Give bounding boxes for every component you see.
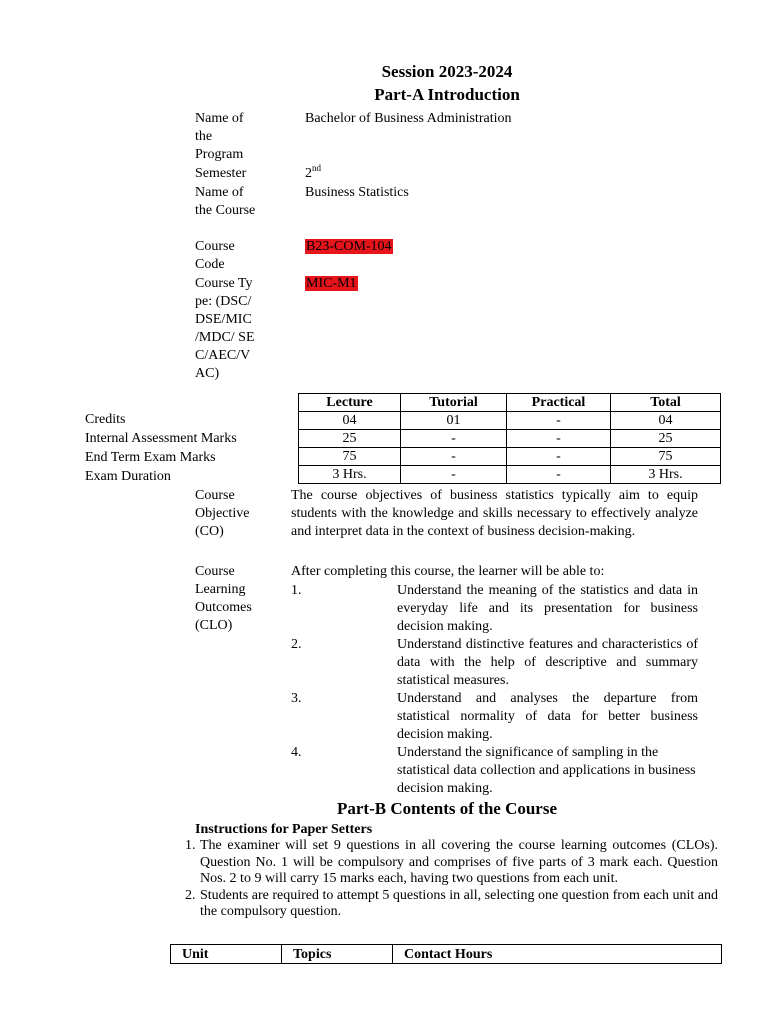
part-a-title: Part-A Introduction: [374, 85, 520, 104]
clo-intro: After completing this course, the learner will be able to:: [291, 564, 605, 579]
table-cell: 3 Hrs.: [299, 466, 401, 484]
part-b-title: Part-B Contents of the Course: [336, 799, 558, 818]
header-unit: Unit: [171, 945, 282, 964]
table-cell: 75: [299, 448, 401, 466]
table-cell: -: [507, 448, 611, 466]
clo-label: Course Learning Outcomes (CLO): [195, 564, 252, 633]
semester-suffix: nd: [312, 163, 321, 173]
course-code-label: Course Code: [195, 239, 235, 272]
header-contact-hours: Contact Hours: [393, 945, 722, 964]
course-type-highlight: MIC-M1: [306, 276, 357, 291]
table-row: [299, 448, 721, 466]
course-type-value: [305, 275, 358, 293]
clo-item-text: Understand and analyses the departure from statistical normality of data for better business decision making.: [397, 691, 698, 742]
instructions-heading: Instructions for Paper Setters: [195, 822, 373, 837]
table-cell: 25: [299, 430, 401, 448]
table-cell: -: [401, 430, 507, 448]
table-cell: 75: [611, 448, 721, 466]
end-term-label: End Term Exam Marks: [85, 450, 216, 465]
semester-number: 2: [305, 166, 312, 181]
clo-item-number: 2.: [291, 637, 302, 652]
course-type-label: Course Type: (DSC/ DSE/MIC /MDC/ SEC/AEC/VAC): [195, 276, 255, 381]
header-lecture: Lecture: [299, 394, 401, 412]
course-name-label: Name of the Course: [195, 185, 256, 218]
objective-label: Course Objective (CO): [195, 488, 250, 539]
table-cell: -: [507, 412, 611, 430]
table-cell: 25: [611, 430, 721, 448]
clo-item-text: Understand the meaning of the statistics and data in everyday life and its presentation for business decision making.: [397, 583, 698, 634]
header-practical: Practical: [507, 394, 611, 412]
table-cell: 01: [401, 412, 507, 430]
session-title: Session 2023-2024: [381, 62, 513, 81]
units-table-header: [171, 945, 722, 964]
course-code-highlight: B23-COM-104: [306, 239, 392, 254]
table-cell: -: [401, 466, 507, 484]
units-table: [170, 944, 722, 964]
semester-label: Semester: [195, 166, 247, 181]
course-name-value: Business Statistics: [305, 185, 409, 200]
table-row: [299, 466, 721, 484]
table-row: [299, 430, 721, 448]
table-cell: 3 Hrs.: [611, 466, 721, 484]
clo-item-number: 3.: [291, 691, 302, 706]
clo-item-number: 4.: [291, 745, 302, 760]
credits-label: Credits: [85, 412, 126, 427]
table-cell: 04: [611, 412, 721, 430]
table-cell: -: [507, 430, 611, 448]
objective-text: The course objectives of business statistics typically aim to equip students with the knowledge and skills necessary to effectively analyze and interpret data in the context of business decision-making.: [291, 488, 698, 539]
clo-item-text: Understand the significance of sampling in the statistical data collection and applications in business decision making.: [397, 745, 696, 796]
credits-table: [298, 393, 721, 484]
header-topics: Topics: [282, 945, 393, 964]
instructions-list: [178, 838, 718, 921]
clo-item-number: 1.: [291, 583, 302, 598]
course-code-value: [305, 238, 393, 256]
program-value: Bachelor of Business Administration: [305, 111, 512, 126]
semester-value: [305, 165, 321, 183]
header-tutorial: Tutorial: [401, 394, 507, 412]
exam-duration-label: Exam Duration: [85, 469, 171, 484]
list-item: 1. The examiner will set 9 questions in all covering the course learning outcomes (CLOs). Question No. 1 will be compulsory and comprises of five parts of 3 mark each. Question Nos. 2 to 9 will carry 15 marks each, having two questions from each unit.: [199, 838, 718, 888]
credits-table-header: [299, 394, 721, 412]
program-label: Name of the Program: [195, 111, 244, 162]
table-cell: -: [401, 448, 507, 466]
header-total: Total: [611, 394, 721, 412]
clo-item-text: Understand distinctive features and characteristics of data with the help of descriptive and summary statistical measures.: [397, 637, 698, 688]
table-cell: 04: [299, 412, 401, 430]
table-cell: -: [507, 466, 611, 484]
internal-assessment-label: Internal Assessment Marks: [85, 431, 237, 446]
table-row: [299, 412, 721, 430]
list-item: 2. Students are required to attempt 5 questions in all, selecting one question from each unit and the compulsory question.: [199, 888, 718, 921]
